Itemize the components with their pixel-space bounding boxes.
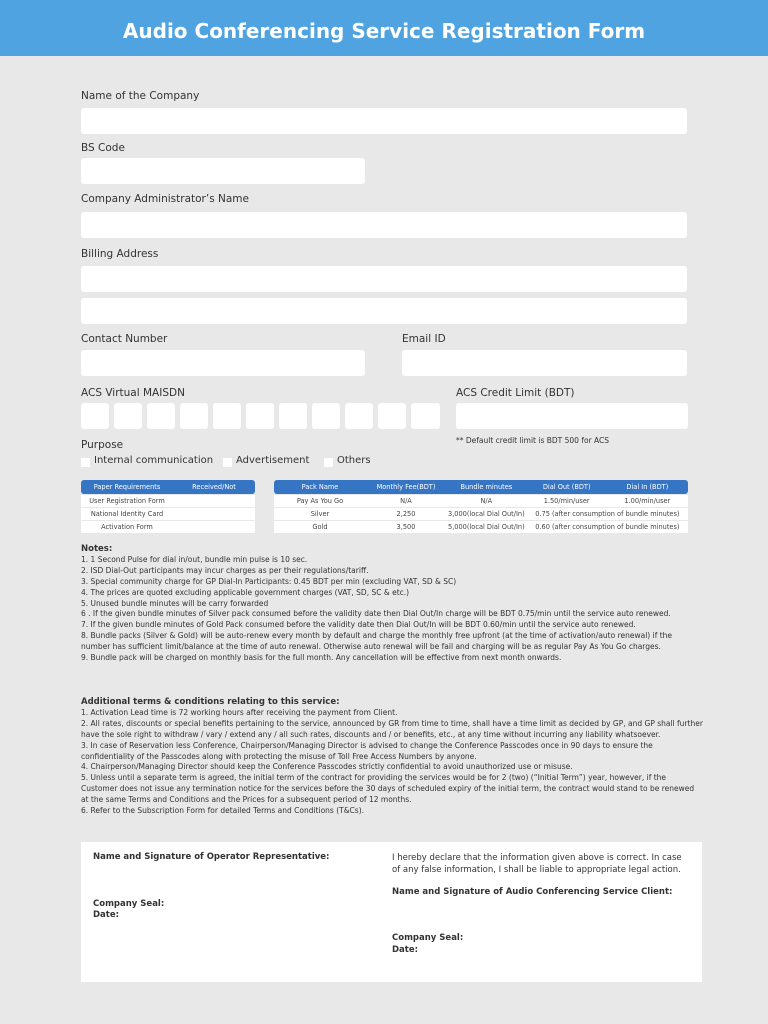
maisdn-digit-box[interactable] (378, 403, 406, 429)
table-row (81, 495, 255, 507)
term-item: 6. Refer to the Subscription Form for detailed Terms and Conditions (T&Cs). (81, 806, 365, 816)
paper-requirements-table (81, 479, 255, 534)
notes-heading: Notes: (81, 544, 113, 554)
column-header: Dial Out (BDT) (527, 480, 607, 494)
table-cell: Silver (274, 508, 366, 520)
maisdn-digit-box[interactable] (114, 403, 142, 429)
contact-number-label: Contact Number (81, 333, 168, 345)
credit-limit-field[interactable] (456, 403, 688, 429)
terms-heading: Additional terms & conditions relating to this service: (81, 697, 340, 707)
operator-signature-label: Name and Signature of Operator Representative: (93, 852, 330, 862)
maisdn-digit-box[interactable] (246, 403, 274, 429)
form-title: Audio Conferencing Service Registration Form (0, 0, 768, 56)
received-checkbox-cell[interactable] (173, 508, 255, 520)
term-item: 3. In case of Reservation less Conference, Chairperson/Managing Director is advised to change the Conference Passcodes once in 90 days to ensure the confidentiality of the Passcodes along with protecting the misuse of Toll Free Access Numbers by anyone. (81, 740, 653, 761)
note-item: 7. If the given bundle minutes of Gold Pack consumed before the validity date then Dial Out/In will be BDT 0.60/min until the service auto renewed. (81, 620, 636, 630)
table-cell: National Identity Card (81, 508, 173, 520)
maisdn-digit-box[interactable] (81, 403, 109, 429)
purpose-internal-label: Internal communication (94, 455, 214, 466)
column-header: Received/Not (173, 480, 255, 494)
table-row (274, 508, 688, 520)
client-signature-label: Name and Signature of Audio Conferencing Service Client: (392, 887, 673, 897)
email-id-field[interactable] (402, 350, 687, 376)
billing-address-field-1[interactable] (81, 266, 687, 292)
column-header: Pack Name (274, 480, 366, 494)
table-cell: User Registration Form (81, 495, 173, 507)
note-item: 5. Unused bundle minutes will be carry forwarded (81, 598, 269, 608)
admin-name-label: Company Administrator’s Name (81, 193, 249, 205)
virtual-maisdn-label: ACS Virtual MAISDN (81, 387, 185, 399)
table-cell: Activation Form (81, 521, 173, 533)
table-cell: Pay As You Go (274, 495, 366, 507)
column-header: Monthly Fee(BDT) (366, 480, 446, 494)
received-checkbox-cell[interactable] (173, 521, 255, 533)
term-item: 1. Activation Lead time is 72 working hours after receiving the payment from Client. (81, 707, 398, 717)
signature-panel (81, 842, 702, 982)
note-item: 8. Bundle packs (Silver & Gold) will be auto-renew every month by default and charge the monthly free upfront (at the time of activation/auto renewal) if the number has sufficient limit/balance at the time of auto renewal. Otherwise auto renewal will be fail and charging will be as regular Pay As You Go charges. (81, 631, 673, 652)
column-header: Bundle minutes (446, 480, 527, 494)
table-row (81, 521, 255, 533)
term-item: 2. All rates, discounts or special benefits pertaining to the service, announced by GR from time to time, shall have a time limit as decided by GP, and GP shall further have the sole right to withdraw / vary / extend any / all such rates, discounts and / or benefits, etc., at any time without incurring any liability whatsoever. (81, 718, 703, 739)
purpose-advertisement-checkbox[interactable] (223, 458, 232, 467)
billing-address-label: Billing Address (81, 248, 159, 260)
bs-code-field[interactable] (81, 158, 365, 184)
billing-address-field-2[interactable] (81, 298, 687, 324)
notes-section (81, 544, 703, 664)
received-checkbox-cell[interactable] (173, 495, 255, 507)
maisdn-digit-box[interactable] (411, 403, 440, 429)
client-seal-label: Company Seal: (392, 933, 464, 943)
maisdn-digit-box[interactable] (180, 403, 208, 429)
table-cell: 1.00/min/user (607, 495, 688, 507)
terms-section (81, 697, 703, 817)
company-name-field[interactable] (81, 108, 687, 134)
maisdn-digit-box[interactable] (279, 403, 307, 429)
table-row (81, 508, 255, 520)
company-name-label: Name of the Company (81, 90, 200, 102)
note-item: 3. Special community charge for GP Dial-In Participants: 0.45 BDT per min (excluding VAT, SD & SC) (81, 576, 457, 586)
credit-limit-label: ACS Credit Limit (BDT) (456, 387, 575, 399)
table-header-row (274, 480, 688, 494)
operator-date-label: Date: (93, 910, 120, 920)
table-cell: 2,250 (366, 508, 446, 520)
table-cell: 0.60 (after consumption of bundle minutes) (527, 521, 688, 533)
purpose-label: Purpose (81, 439, 124, 451)
credit-limit-note: ** Default credit limit is BDT 500 for ACS (456, 436, 610, 445)
note-item: 1. 1 Second Pulse for dial in/out, bundle min pulse is 10 sec. (81, 554, 308, 564)
client-date-label: Date: (392, 945, 419, 955)
column-header: Dial In (BDT) (607, 480, 688, 494)
purpose-internal-checkbox[interactable] (81, 458, 90, 467)
admin-name-field[interactable] (81, 212, 687, 238)
table-cell: 3,500 (366, 521, 446, 533)
table-cell: 0.75 (after consumption of bundle minutes) (527, 508, 688, 520)
declaration-text: I hereby declare that the information given above is correct. In case of any false information, I shall be liable to appropriate legal action. (392, 853, 682, 875)
term-item: 5. Unless until a separate term is agreed, the initial term of the contract for providing the services would be for 2 (two) (“Initial Term”) year, however, if the Customer does not issue any termination notice for the services before the 30 days of scheduled expiry of the initial term, the contract would stand to be renewed at the same Terms and Conditions and the Prices for a subsequent period of 12 months. (81, 773, 695, 805)
maisdn-digit-box[interactable] (312, 403, 340, 429)
table-cell: 5,000(local Dial Out/In) (448, 523, 525, 531)
note-item: 4. The prices are quoted excluding applicable government charges (VAT, SD, SC & etc.) (81, 587, 410, 597)
note-item: 6 . If the given bundle minutes of Silver pack consumed before the validity date then Dial Out/In charge will be BDT 0.75/min until the service auto renewed. (81, 609, 671, 619)
maisdn-digit-box[interactable] (147, 403, 175, 429)
table-cell: Gold (274, 521, 366, 533)
contact-number-field[interactable] (81, 350, 365, 376)
bs-code-label: BS Code (81, 142, 125, 154)
note-item: 2. ISD Dial-Out participants may incur charges as per their regulations/tariff. (81, 565, 369, 575)
maisdn-digit-box[interactable] (213, 403, 241, 429)
purpose-advertisement-label: Advertisement (236, 455, 310, 466)
operator-seal-label: Company Seal: (93, 899, 165, 909)
purpose-others-checkbox[interactable] (324, 458, 333, 467)
table-row (274, 521, 688, 533)
table-cell: N/A (446, 495, 527, 507)
email-id-label: Email ID (402, 333, 446, 345)
column-header: Paper Requirements (81, 480, 173, 494)
table-cell: 3,000(local Dial Out/In) (448, 510, 525, 518)
purpose-others-label: Others (337, 455, 371, 466)
pack-pricing-table (274, 479, 688, 534)
table-cell: 1.50/min/user (527, 495, 607, 507)
table-row (274, 495, 688, 507)
maisdn-digit-box[interactable] (345, 403, 373, 429)
table-header-row (81, 480, 255, 494)
term-item: 4. Chairperson/Managing Director should keep the Conference Passcodes strictly confidential to avoid unauthorized use or misuse. (81, 762, 573, 772)
note-item: 9. Bundle pack will be charged on monthly basis for the full month. Any cancellation will be effective from next month onwards. (81, 653, 562, 663)
table-cell: N/A (366, 495, 446, 507)
